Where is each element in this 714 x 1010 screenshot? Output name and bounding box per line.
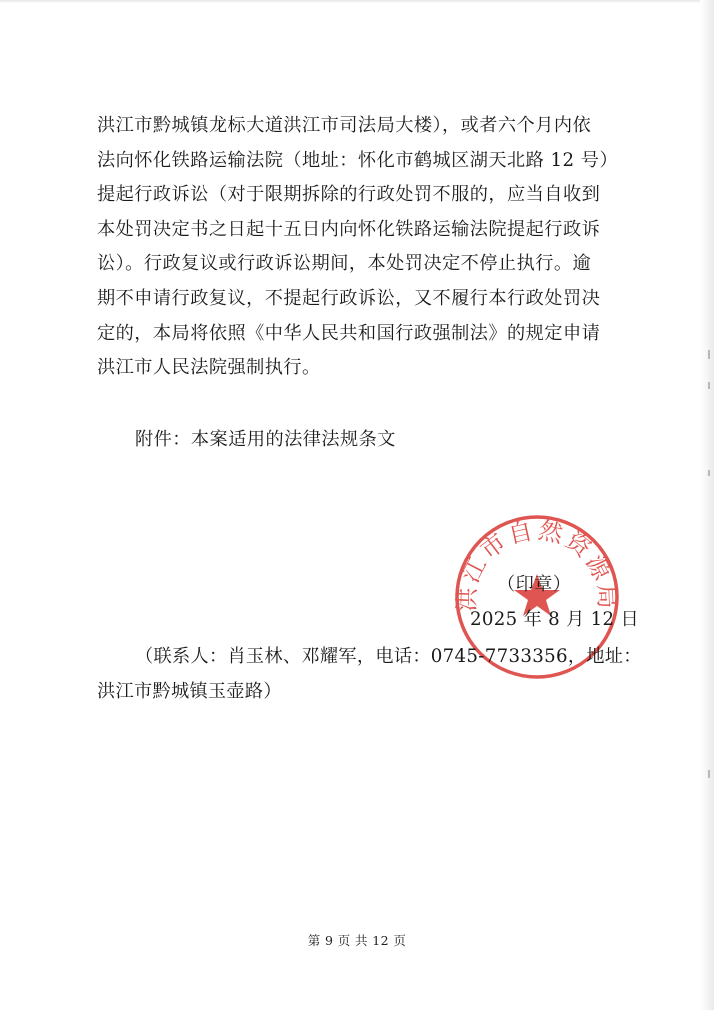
body-line: 本处罚决定书之日起十五日内向怀化铁路运输法院提起行政诉 (97, 218, 601, 240)
body-line: 期不申请行政复议，不提起行政诉讼，又不履行本行政处罚决 (97, 287, 601, 309)
page-number: 第 9 页 共 12 页 (307, 933, 407, 948)
contact-info (97, 640, 642, 709)
scan-right-edge (700, 0, 714, 1010)
seal-label: （印章） (497, 574, 572, 595)
seal-arc-text: 洪江市自然资源局 (452, 516, 622, 613)
body-line: 提起行政诉讼（对于限期拆除的行政处罚不服的，应当自收到 (97, 184, 601, 206)
contact-line: （联系人：肖玉林、邓耀军，电话：0745-7733356，地址： (135, 646, 642, 667)
body-line: 法向怀化铁路运输法院（地址：怀化市鹤城区湖天北路 12 号） (97, 149, 619, 171)
contact-line: 洪江市黔城镇玉壶路） (97, 680, 282, 702)
body-line: 洪江市黔城镇龙标大道洪江市司法局大楼），或者六个月内依 (97, 115, 592, 136)
issue-date: 2025 年 8 月 12 日 (470, 609, 639, 630)
body-line: 洪江市人民法院强制执行。 (97, 357, 321, 379)
body-line: 讼）。行政复议或行政诉讼期间，本处罚决定不停止执行。逾 (97, 253, 592, 275)
scan-speck (708, 470, 710, 476)
scan-speck (708, 350, 710, 359)
scan-speck (708, 382, 710, 389)
attachment-note: 附件：本案适用的法律法规条文 (135, 429, 396, 450)
scan-speck (708, 770, 710, 778)
body-paragraph (97, 109, 617, 386)
scan-top-edge (0, 0, 714, 3)
body-line: 定的，本局将依照《中华人民共和国行政强制法》的规定申请 (97, 322, 601, 344)
